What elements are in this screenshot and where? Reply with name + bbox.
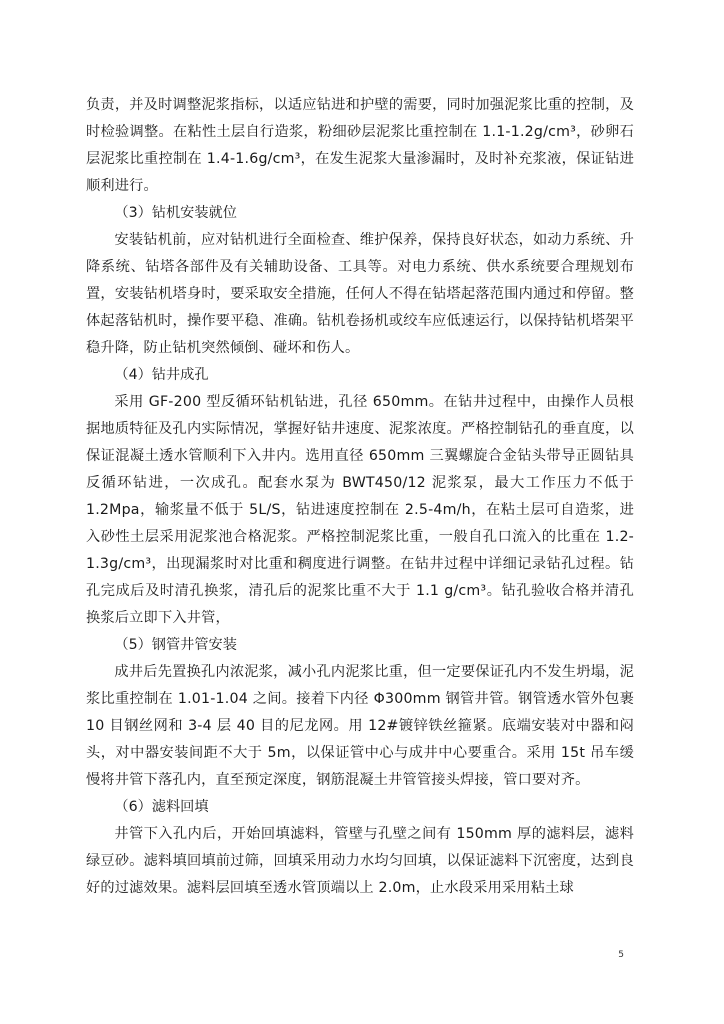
- page-body: [86, 92, 634, 902]
- paragraph-filter-backfill: 井管下入孔内后，开始回填滤料，管壁与孔壁之间有 150mm 厚的滤料层，滤料绿豆砂。滤料填回填前过筛，回填采用动力水均匀回填，以保证滤料下沉密度，达到良好的过滤效果。滤料层回填至透水管顶端以上 2.0m，止水段采用采用粘土球: [86, 826, 634, 896]
- section-heading-well-drilling: （4）钻井成孔: [114, 367, 209, 383]
- paragraph-well-drilling: 采用 GF-200 型反循环钻机钻进，孔径 650mm。在钻井过程中，由操作人员根据地质特征及孔内实际情况，掌握好钻井速度、泥浆浓度。严格控制钻孔的垂直度，以保证混凝土透水管顺利下入井内。选用直径 650mm 三翼螺旋合金钻头带导正圆钻具反循环钻进，一次成孔。配套水泵为 BWT450/12 泥浆泵，最大工作压力不低于1.2Mpa，输浆量不低于 5L/S，钻进速度控制在 2.5-4m/h，在粘土层可自造浆，进入砂性土层采用泥浆池合格泥浆。严格控制泥浆比重，一般自孔口流入的比重在 1.2-1.3g/cm³，出现漏浆时对比重和稠度进行调整。在钻井过程中详细记录钻孔过程。钻孔完成后及时清孔换浆，清孔后的泥浆比重不大于 1.1 g/cm³。钻孔验收合格并清孔换浆后立即下入井管，: [86, 394, 634, 626]
- paragraph-drill-installation: 安装钻机前，应对钻机进行全面检查、维护保养，保持良好状态，如动力系统、升降系统、钻塔各部件及有关辅助设备、工具等。对电力系统、供水系统要合理规划布置，安装钻机塔身时，要采取安全措施，任何人不得在钻塔起落范围内通过和停留。整体起落钻机时，操作要平稳、准确。钻机卷扬机或绞车应低速运行，以保持钻机塔架平稳升降，防止钻机突然倾倒、碰坏和伤人。: [86, 232, 634, 356]
- section-heading-steel-pipe-installation: （5）钢管井管安装: [114, 637, 237, 653]
- section-heading-drill-installation: （3）钻机安装就位: [114, 205, 237, 221]
- paragraph-steel-pipe-installation: 成井后先置换孔内浓泥浆，减小孔内泥浆比重，但一定要保证孔内不发生坍塌，泥浆比重控制在 1.01-1.04 之间。接着下内径 Φ300mm 钢管井管。钢管透水管外包裹10 目钢丝网和 3-4 层 40 目的尼龙网。用 12#镀锌铁丝箍紧。底端安装对中器和闷头，对中器安装间距不大于 5m，以保证管中心与成井中心要重合。采用 15t 吊车缓慢将井管下落孔内，直至预定深度，钢筋混凝土井管管接头焊接，管口要对齐。: [86, 664, 634, 788]
- section-heading-filter-backfill: （6）滤料回填: [114, 799, 209, 815]
- paragraph-mud-control: 负责，并及时调整泥浆指标，以适应钻进和护壁的需要，同时加强泥浆比重的控制，及时检验调整。在粘性土层自行造浆，粉细砂层泥浆比重控制在 1.1-1.2g/cm³，砂卵石层泥浆比重控制在 1.4-1.6g/cm³，在发生泥浆大量渗漏时，及时补充浆液，保证钻进顺利进行。: [86, 97, 634, 194]
- page-number: 5: [618, 950, 624, 960]
